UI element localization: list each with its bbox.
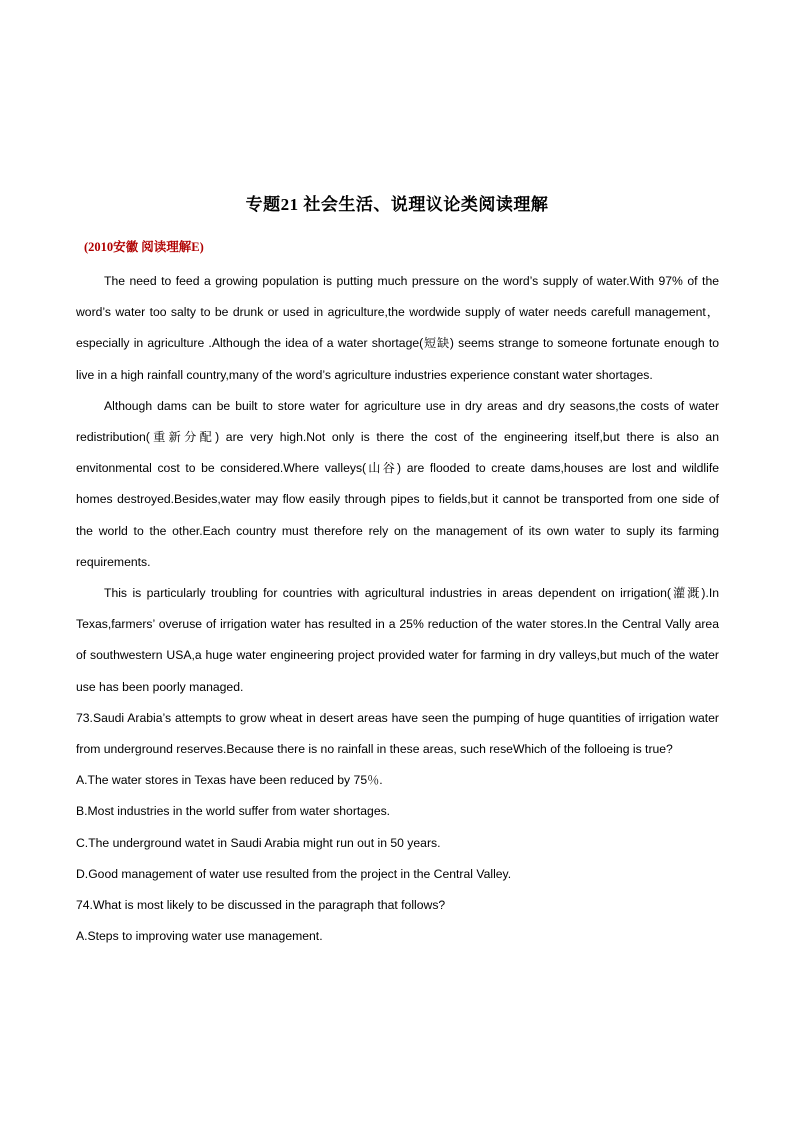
question-74-option-a: A.Steps to improving water use management. (76, 929, 323, 944)
passage-paragraph-3: This is particularly troubling for countries with agricultural industries in areas dependent on irrigation(灌溉).In Texas,farmers’ overuse of irrigation water has resulted in a 25% reduction of the water stores.In the Central Vally area of southwestern USA,a huge water engineering project provided water for farming in dry valleys,but much of the water use has been poorly managed. (76, 586, 719, 694)
passage-body (76, 266, 719, 952)
question-74-stem: 74.What is most likely to be discussed in the paragraph that follows? (76, 898, 446, 913)
passage-paragraph-2: Although dams can be built to store water for agriculture use in dry areas and dry seasons,the costs of water redistribution(重新分配) are very high.Not only is there the cost of the engineering itself,but there is also an envitonmental cost to be considered.Where valleys(山谷) are flooded to create dams,houses are lost and wildlife homes destroyed.Besides,water may flow easily through pipes to fields,but it cannot be transported from one side of the world to the other.Each country must therefore rely on the management of its own water to suply its farming requirements. (76, 398, 719, 569)
source-label: (2010安徽 阅读理解E) (84, 240, 204, 254)
question-73-option-b: B.Most industries in the world suffer from water shortages. (76, 804, 391, 819)
passage-paragraph-1: The need to feed a growing population is putting much pressure on the word’s supply of water.With 97% of the word’s water too salty to be drunk or used in agriculture,the wordwide supply of water needs carefull management， especially in agriculture .Although the idea of a water shortage(短缺) seems strange to someone fortunate enough to live in a high rainfall country,many of the word’s agriculture industries experience constant water shortages. (76, 274, 719, 382)
question-73-stem: 73.Saudi Arabia’s attempts to grow wheat in desert areas have seen the pumping of huge quantities of irrigation water from underground reserves.Because there is no rainfall in these areas, such reseWhich of the folloeing is true? (76, 710, 719, 757)
question-73-option-a: A.The water stores in Texas have been reduced by 75％. (76, 773, 383, 788)
page-title: 专题21 社会生活、说理议论类阅读理解 (245, 195, 549, 214)
question-73-option-d: D.Good management of water use resulted from the project in the Central Valley. (76, 866, 512, 881)
question-73-option-c: C.The underground watet in Saudi Arabia might run out in 50 years. (76, 835, 441, 850)
